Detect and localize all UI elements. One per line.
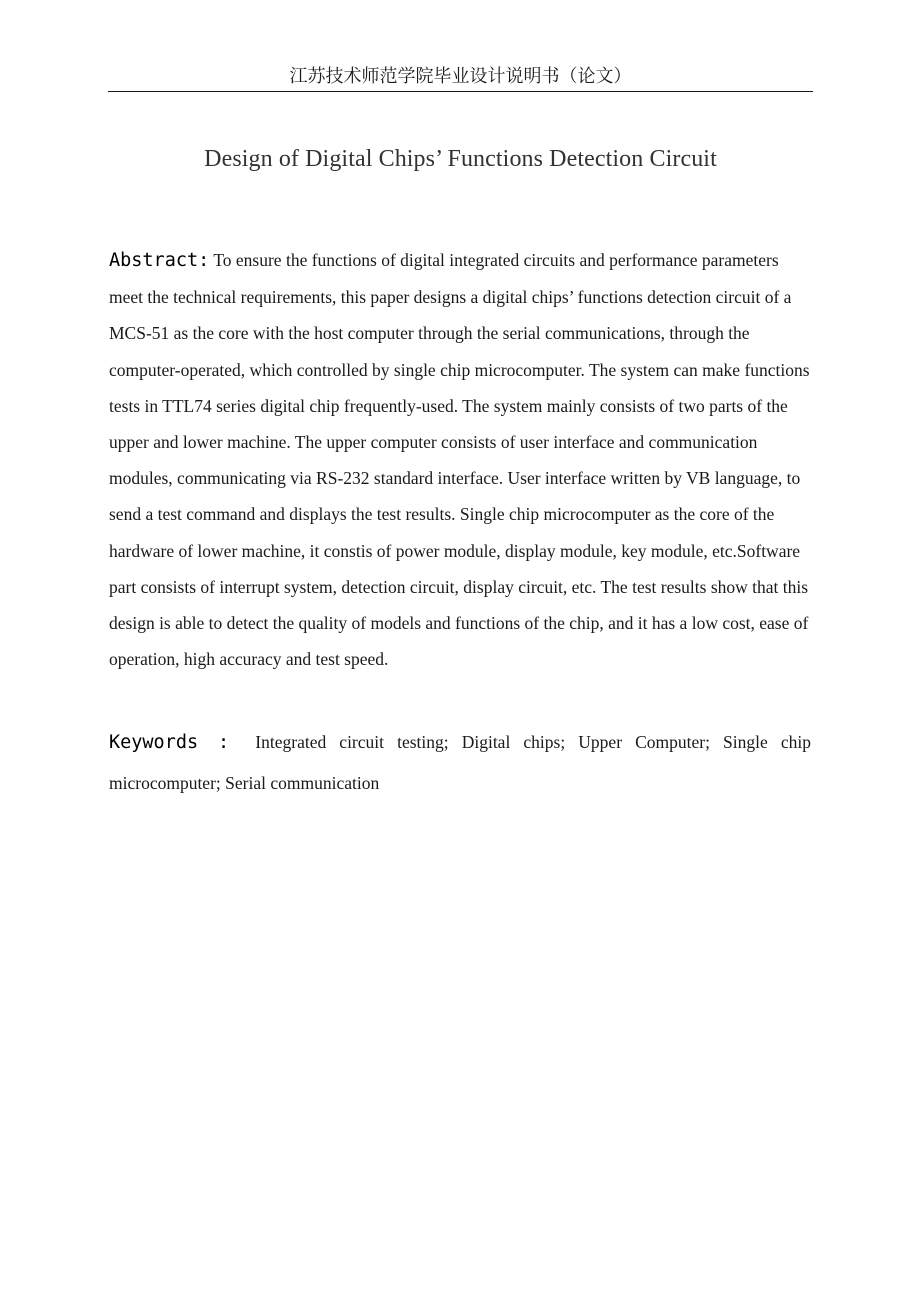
keywords-paragraph xyxy=(109,722,811,803)
paper-title: Design of Digital Chips’ Functions Detection Circuit xyxy=(204,146,717,172)
running-header: 江苏技术师范学院毕业设计说明书（论文） xyxy=(289,66,632,87)
header-rule xyxy=(108,91,813,92)
abstract-paragraph xyxy=(109,242,811,677)
abstract-text: To ensure the functions of digital integrated circuits and performance parameters meet the technical requirements, this paper designs a digital chips’ functions detection circuit of a MCS-51 as the core with the host computer through the serial communications, through the computer-operated, which controlled by single chip microcomputer. The system can make functions tests in TTL74 series digital chip frequently-used. The system mainly consists of two parts of the upper and lower machine. The upper computer consists of user interface and communication modules, communicating via RS-232 standard interface. User interface written by VB language, to send a test command and displays the test results. Single chip microcomputer as the core of the hardware of lower machine, it constis of power module, display module, key module, etc.Software part consists of interrupt system, detection circuit, display circuit, etc. The test results show that this design is able to detect the quality of models and functions of the chip, and it has a low cost, ease of operation, high accuracy and test speed. xyxy=(109,250,810,670)
abstract-label: Abstract: xyxy=(109,250,210,271)
keywords-text: Integrated circuit testing; Digital chips; Upper Computer; Single chip microcomputer; Serial communication xyxy=(109,732,811,793)
keywords-label: Keywords : xyxy=(109,732,230,753)
